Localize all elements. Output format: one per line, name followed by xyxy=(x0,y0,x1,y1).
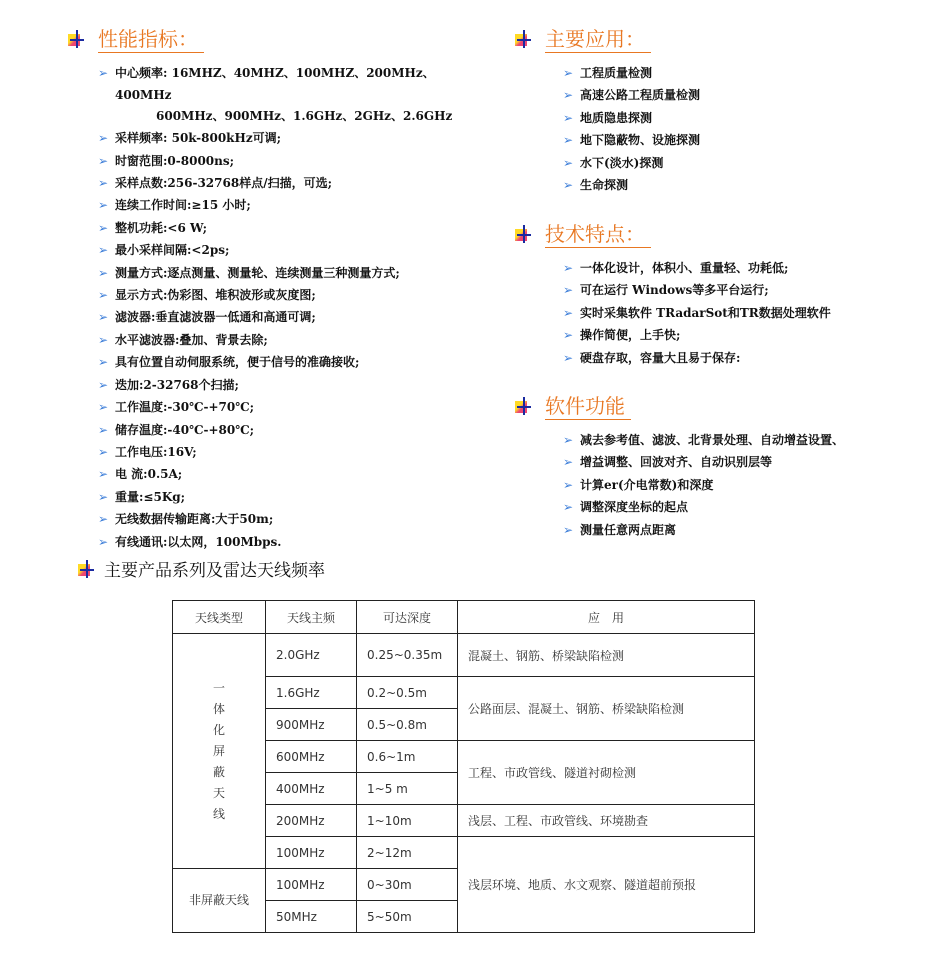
arrow-bullet-icon: ➢ xyxy=(98,198,109,213)
item-text: 测量方式:逐点测量、测量轮、连续测量三种测量方式; xyxy=(115,265,400,280)
arrow-bullet-icon: ➢ xyxy=(98,176,109,191)
item-text: 连续工作时间:≥15 小时; xyxy=(115,198,251,213)
item-text: 有线通讯:以太网，100Mbps. xyxy=(115,534,282,549)
item-text: 实时采集软件 TRadarSot和TR数据处理软件 xyxy=(580,305,831,320)
list-item xyxy=(563,152,915,174)
arrow-bullet-icon: ➢ xyxy=(98,153,109,168)
list-item xyxy=(563,347,925,369)
item-text: 测量任意两点距离 xyxy=(580,522,677,537)
arrow-bullet-icon: ➢ xyxy=(563,305,574,320)
arrow-bullet-icon: ➢ xyxy=(98,310,109,325)
list-item xyxy=(98,374,488,396)
list-item xyxy=(563,324,925,346)
arrow-bullet-icon: ➢ xyxy=(98,332,109,347)
list-item xyxy=(98,284,488,306)
list-item xyxy=(98,62,488,107)
applications-section xyxy=(515,24,915,196)
arrow-bullet-icon: ➢ xyxy=(563,522,574,537)
list-item xyxy=(98,531,488,553)
cell-depth: 0.2~0.5m xyxy=(357,677,458,709)
table-row xyxy=(173,634,755,677)
arrow-bullet-icon: ➢ xyxy=(98,288,109,303)
list-item xyxy=(98,419,488,441)
cell-freq: 100MHz xyxy=(266,837,357,869)
section-title: 技术特点： xyxy=(545,221,651,248)
arrow-bullet-icon: ➢ xyxy=(563,283,574,298)
header-application: 应 用 xyxy=(458,601,755,634)
cell-depth: 2~12m xyxy=(357,837,458,869)
cell-application: 混凝土、钢筋、桥梁缺陷检测 xyxy=(458,634,755,677)
cell-freq: 2.0GHz xyxy=(266,634,357,677)
item-text: 水平滤波器:叠加、背景去除; xyxy=(115,332,268,347)
list-item xyxy=(98,351,488,373)
item-text: 采样频率: 50k-800kHz可调; xyxy=(115,131,282,146)
cell-depth: 0.25~0.35m xyxy=(357,634,458,677)
item-text: 工程质量检测 xyxy=(580,66,653,80)
cell-depth: 1~5 m xyxy=(357,773,458,805)
item-text: 调整深度坐标的起点 xyxy=(580,500,689,515)
item-text: 重量:≤5Kg; xyxy=(115,489,186,504)
features-section xyxy=(515,219,925,369)
item-text: 最小采样间隔:<2ps; xyxy=(115,243,230,258)
list-item xyxy=(98,508,488,530)
arrow-bullet-icon: ➢ xyxy=(98,377,109,392)
item-text: 减去参考值、滤波、北背景处理、自动增益设置、 xyxy=(580,433,845,447)
arrow-bullet-icon: ➢ xyxy=(563,500,574,515)
arrow-bullet-icon: ➢ xyxy=(98,534,109,549)
item-text: 硬盘存取，容量大且易于保存: xyxy=(580,350,741,365)
item-text: 具有位置自动伺服系统，便于信号的准确接收; xyxy=(115,355,360,370)
list-item xyxy=(563,279,925,301)
arrow-bullet-icon: ➢ xyxy=(98,243,109,258)
section-title: 软件功能 xyxy=(545,393,631,420)
item-text: 一体化设计，体积小、重量轻、功耗低; xyxy=(580,261,789,275)
item-text: 整机功耗:<6 W; xyxy=(115,220,208,235)
table-title: 主要产品系列及雷达天线频率 xyxy=(104,561,325,581)
arrow-bullet-icon: ➢ xyxy=(98,265,109,280)
section-bullet-icon xyxy=(515,225,533,243)
list-item xyxy=(563,107,915,129)
antenna-table xyxy=(172,600,755,933)
section-bullet-icon xyxy=(68,30,86,48)
cell-depth: 0.6~1m xyxy=(357,741,458,773)
arrow-bullet-icon: ➢ xyxy=(98,66,109,80)
section-bullet-icon xyxy=(78,560,96,578)
list-item xyxy=(98,329,488,351)
list-item xyxy=(98,217,488,239)
cell-depth: 0.5~0.8m xyxy=(357,709,458,741)
list-item xyxy=(98,127,488,149)
item-text: 无线数据传输距离:大于50m; xyxy=(115,512,274,527)
item-text: 时窗范围:0-8000ns; xyxy=(115,153,235,168)
list-item xyxy=(98,463,488,485)
arrow-bullet-icon: ➢ xyxy=(563,433,574,447)
cell-freq: 100MHz xyxy=(266,869,357,901)
list-item xyxy=(563,429,925,451)
item-text: 滤波器:垂直滤波器一低通和高通可调; xyxy=(115,310,316,325)
arrow-bullet-icon: ➢ xyxy=(98,512,109,527)
list-item xyxy=(98,239,488,261)
software-section xyxy=(515,391,925,541)
list-item xyxy=(563,257,925,279)
cell-freq: 200MHz xyxy=(266,805,357,837)
cell-application: 公路面层、混凝土、钢筋、桥梁缺陷检测 xyxy=(458,677,755,741)
cell-depth: 1~10m xyxy=(357,805,458,837)
item-text: 计算er(介电常数)和深度 xyxy=(580,477,714,492)
list-item xyxy=(563,129,915,151)
cell-application: 浅层、工程、市政管线、环境勘查 xyxy=(458,805,755,837)
item-text: 储存温度:-40℃-+80℃; xyxy=(115,422,255,437)
section-title: 性能指标： xyxy=(98,26,204,53)
list-item xyxy=(563,174,915,196)
list-item xyxy=(563,496,925,518)
header-freq: 天线主频 xyxy=(266,601,357,634)
arrow-bullet-icon: ➢ xyxy=(563,88,574,103)
item-text: 迭加:2-32768个扫描; xyxy=(115,377,239,392)
table-heading xyxy=(78,556,325,581)
arrow-bullet-icon: ➢ xyxy=(98,400,109,415)
list-item xyxy=(98,150,488,172)
section-title: 主要应用： xyxy=(545,26,651,53)
performance-section xyxy=(68,24,488,553)
list-item xyxy=(98,262,488,284)
cell-freq: 600MHz xyxy=(266,741,357,773)
arrow-bullet-icon: ➢ xyxy=(563,133,574,148)
arrow-bullet-icon: ➢ xyxy=(563,261,574,275)
cell-depth: 5~50m xyxy=(357,901,458,933)
arrow-bullet-icon: ➢ xyxy=(563,350,574,365)
item-text: 采样点数:256-32768样点/扫描，可选; xyxy=(115,176,333,191)
item-text: 水下(淡水)探测 xyxy=(580,155,664,170)
cell-freq: 1.6GHz xyxy=(266,677,357,709)
item-text: 可在运行 Windows等多平台运行; xyxy=(580,283,769,298)
arrow-bullet-icon: ➢ xyxy=(563,328,574,343)
list-item xyxy=(563,474,925,496)
list-item xyxy=(98,306,488,328)
arrow-bullet-icon: ➢ xyxy=(98,467,109,482)
list-item xyxy=(98,396,488,418)
list-item xyxy=(563,519,925,541)
list-item xyxy=(563,84,915,106)
item-text: 工作温度:-30℃-+70℃; xyxy=(115,400,255,415)
section-bullet-icon xyxy=(515,30,533,48)
list-item xyxy=(98,441,488,463)
cell-freq: 400MHz xyxy=(266,773,357,805)
arrow-bullet-icon: ➢ xyxy=(563,477,574,492)
item-text: 高速公路工程质量检测 xyxy=(580,88,701,103)
cell-application: 浅层环境、地质、水文观察、隧道超前预报 xyxy=(458,837,755,933)
item-text: 操作简便，上手快; xyxy=(580,328,681,343)
list-item-continuation: 600MHz、900MHz、1.6GHz、2GHz、2.6GHz xyxy=(156,108,453,123)
list-item xyxy=(98,172,488,194)
header-type: 天线类型 xyxy=(173,601,266,634)
arrow-bullet-icon: ➢ xyxy=(98,422,109,437)
item-text: 显示方式:伪彩图、堆积波形或灰度图; xyxy=(115,288,316,303)
list-item xyxy=(98,486,488,508)
cell-type: 一 体 化 屏 蔽 天 线 xyxy=(173,634,266,869)
arrow-bullet-icon: ➢ xyxy=(98,444,109,459)
item-text: 生命探测 xyxy=(580,178,629,193)
item-text: 地下隐蔽物、设施探测 xyxy=(580,133,701,148)
arrow-bullet-icon: ➢ xyxy=(563,178,574,193)
arrow-bullet-icon: ➢ xyxy=(563,455,574,470)
arrow-bullet-icon: ➢ xyxy=(98,220,109,235)
cell-application: 工程、市政管线、隧道衬砌检测 xyxy=(458,741,755,805)
list-item xyxy=(563,451,925,473)
header-depth: 可达深度 xyxy=(357,601,458,634)
item-text: 中心频率: 16MHZ、40MHZ、100MHZ、200MHz、400MHz xyxy=(115,66,435,103)
item-text: 工作电压:16V; xyxy=(115,444,197,459)
cell-type: 非屏蔽天线 xyxy=(173,869,266,933)
arrow-bullet-icon: ➢ xyxy=(563,155,574,170)
cell-freq: 50MHz xyxy=(266,901,357,933)
cell-freq: 900MHz xyxy=(266,709,357,741)
list-item xyxy=(563,302,925,324)
cell-depth: 0~30m xyxy=(357,869,458,901)
arrow-bullet-icon: ➢ xyxy=(563,66,574,80)
arrow-bullet-icon: ➢ xyxy=(98,131,109,146)
section-bullet-icon xyxy=(515,397,533,415)
arrow-bullet-icon: ➢ xyxy=(98,489,109,504)
item-text: 增益调整、回波对齐、自动识别层等 xyxy=(580,455,773,470)
list-item xyxy=(98,194,488,216)
list-item xyxy=(563,62,915,84)
table-header-row xyxy=(173,601,755,634)
item-text: 地质隐患探测 xyxy=(580,110,653,125)
item-text: 电 流:0.5A; xyxy=(115,467,183,482)
arrow-bullet-icon: ➢ xyxy=(98,355,109,370)
arrow-bullet-icon: ➢ xyxy=(563,110,574,125)
